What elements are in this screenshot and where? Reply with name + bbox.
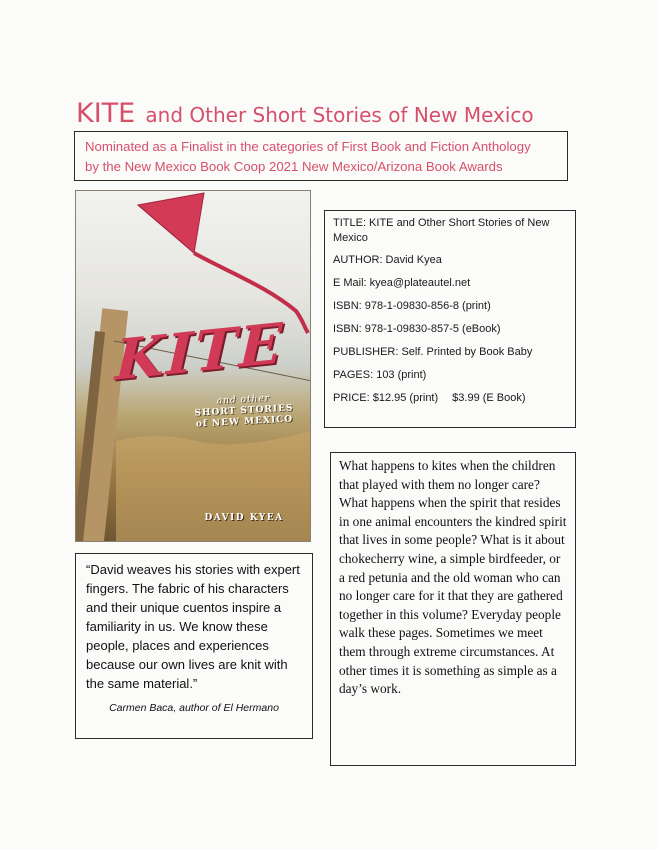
info-price <box>333 391 567 406</box>
info-pages: PAGES: 103 (print) <box>333 369 427 381</box>
cover-subtitle-3: of NEW MEXICO <box>195 414 294 430</box>
page-title-kite: KITE <box>76 98 136 129</box>
testimonial-attribution: Carmen Baca, author of El Hermano <box>109 702 279 714</box>
grass-highlight <box>116 431 311 542</box>
blurb-text: What happens to kites when the children that played with them no longer care? What happens when the spirit that resides in one animal encounters the kindred spirit that lives in some people? What is it about chokecherry wine, a simple birdfeeder, or a red petunia and the old woman who can no longer care for it that they are gathered together in this volume? Everyday people walk these pages. Sometimes we meet them through extreme circumstances. At other times it is something as simple as a day’s work. <box>339 458 567 697</box>
blurb-box <box>330 452 576 766</box>
nomination-line-2: by the New Mexico Book Coop 2021 New Mexico/Arizona Book Awards <box>85 159 503 174</box>
page-title <box>76 92 534 130</box>
cover-subtitle <box>183 392 305 431</box>
info-title: TITLE: KITE and Other Short Stories of New Mexico <box>333 217 550 244</box>
cover-subtitle-2: SHORT STORIES <box>194 403 294 419</box>
info-author: AUTHOR: David Kyea <box>333 254 442 266</box>
cover-author: DAVID KYEA <box>204 513 284 523</box>
info-isbn-print: ISBN: 978-1-09830-856-8 (print) <box>333 300 491 312</box>
info-email: E Mail: kyea@plateautel.net <box>333 277 471 289</box>
book-info-box <box>324 210 576 428</box>
nomination-box <box>74 131 568 181</box>
cover-subtitle-1: and other <box>216 393 271 407</box>
page-title-rest: and Other Short Stories of New Mexico <box>145 103 534 127</box>
testimonial-box <box>75 553 313 739</box>
book-cover <box>75 190 311 542</box>
kite-icon <box>138 193 204 253</box>
info-isbn-ebook: ISBN: 978-1-09830-857-5 (eBook) <box>333 323 501 335</box>
info-price-ebook: $3.99 (E Book) <box>452 392 526 404</box>
info-publisher: PUBLISHER: Self. Printed by Book Baby <box>333 346 533 358</box>
cover-title: KITE <box>114 310 286 394</box>
testimonial-text: “David weaves his stories with expert fingers. The fabric of his characters and their unique cuentos inspire a familiarity in us. We know these people, places and experiences because our own lives are knit with the same material.” <box>86 562 300 691</box>
info-price-print: PRICE: $12.95 (print) <box>333 392 439 404</box>
nomination-line-1: Nominated as a Finalist in the categories of First Book and Fiction Anthology <box>85 139 531 154</box>
